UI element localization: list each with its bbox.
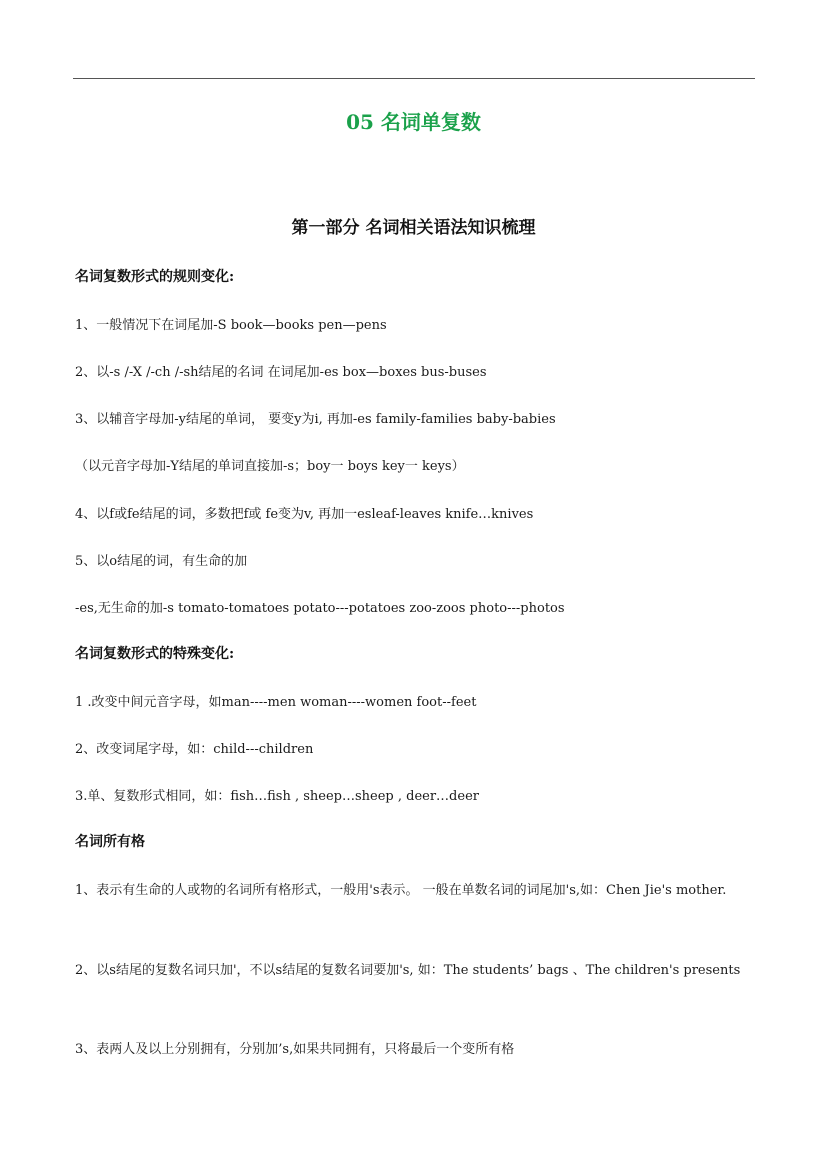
- regular-rule-2: 2、以-s /-X /-ch /-sh结尾的名词 在词尾加-es box—boxes bus-buses: [75, 365, 487, 380]
- special-rule-1: 1 .改变中间元音字母，如man----men woman----women foot--feet: [75, 695, 477, 710]
- header-rule: [73, 78, 755, 79]
- special-rule-2: 2、改变词尾字母，如：child---children: [75, 742, 314, 757]
- possessive-rule-1: 1、表示有生命的人或物的名词所有格形式，一般用's表示。 一般在单数名词的词尾加's,如：Chen Jie's mother.: [75, 883, 727, 898]
- section-heading-special: 名词复数形式的特殊变化:: [75, 646, 235, 662]
- regular-rule-3-note: （以元音字母加-Y结尾的单词直接加-s；boy一 boys key一 keys）: [75, 459, 465, 474]
- possessive-rule-3: 3、表两人及以上分别拥有，分别加’s,如果共同拥有，只将最后一个变所有格: [75, 1042, 515, 1057]
- possessive-rule-2: 2、以s结尾的复数名词只加'，不以s结尾的复数名词要加's, 如：The students’ bags 、The children's presents: [75, 963, 741, 978]
- regular-rule-3: 3、以辅音字母加-y结尾的单词， 要变y为i, 再加-es family-families baby-babies: [75, 412, 556, 427]
- regular-rule-1: 1、一般情况下在词尾加-S book—books pen—pens: [75, 318, 387, 333]
- section-heading-possessive: 名词所有格: [75, 834, 145, 850]
- special-rule-3: 3.单、复数形式相同，如：fish…fish , sheep…sheep , deer…deer: [75, 789, 479, 804]
- section-heading-regular: 名词复数形式的规则变化:: [75, 269, 235, 285]
- page-title: 05 名词单复数: [346, 110, 481, 134]
- part-title: 第一部分 名词相关语法知识梳理: [291, 218, 536, 238]
- regular-rule-4: 4、以f或fe结尾的词，多数把f或 fe变为v, 再加一esleaf-leaves knife…knives: [75, 507, 534, 522]
- regular-rule-5: 5、以o结尾的词，有生命的加: [75, 554, 248, 569]
- regular-rule-5-continued: -es,无生命的加-s tomato-tomatoes potato---potatoes zoo-zoos photo---photos: [75, 601, 565, 616]
